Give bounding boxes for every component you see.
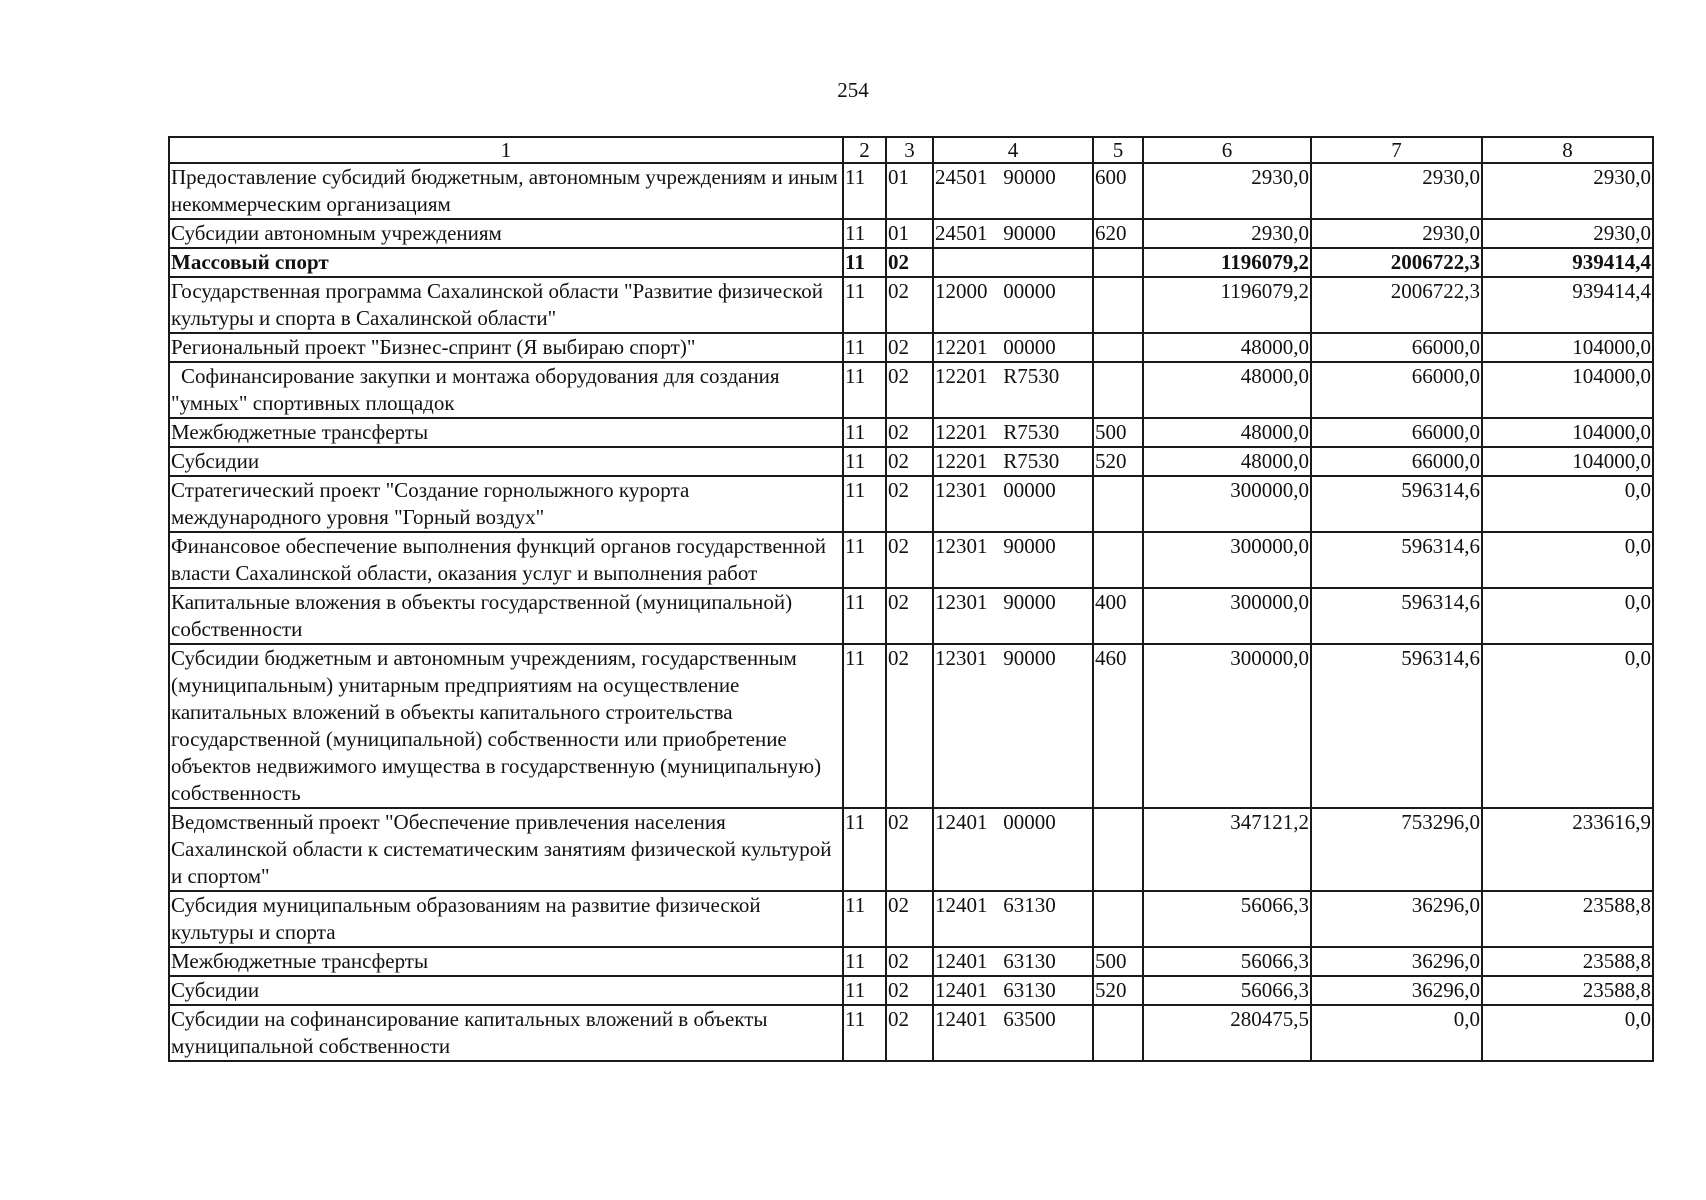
row-name: Финансовое обеспечение выполнения функций органов государственной власти Сахалинской области, оказания услуг и выполнения работ [169, 532, 843, 588]
row-amount-col-8: 2930,0 [1482, 163, 1653, 219]
row-subsection: 02 [886, 476, 933, 532]
table-row [169, 476, 1653, 532]
table-row [169, 333, 1653, 362]
row-target-article: 12301 90000 [933, 644, 1093, 808]
row-expense-type [1093, 248, 1143, 277]
row-expense-type [1093, 808, 1143, 891]
row-section: 11 [843, 163, 886, 219]
row-section: 11 [843, 644, 886, 808]
row-name: Субсидии [169, 447, 843, 476]
row-subsection: 02 [886, 588, 933, 644]
row-target-article: 12301 90000 [933, 588, 1093, 644]
row-section: 11 [843, 532, 886, 588]
row-amount-col-7: 0,0 [1311, 1005, 1482, 1061]
row-amount-col-6: 300000,0 [1143, 532, 1311, 588]
row-subsection: 02 [886, 947, 933, 976]
row-amount-col-6: 56066,3 [1143, 947, 1311, 976]
table-row [169, 976, 1653, 1005]
row-amount-col-8: 0,0 [1482, 476, 1653, 532]
row-name: Государственная программа Сахалинской области "Развитие физической культуры и спорта в Сахалинской области" [169, 277, 843, 333]
table-row [169, 418, 1653, 447]
row-expense-type: 520 [1093, 447, 1143, 476]
row-section: 11 [843, 891, 886, 947]
table-row [169, 248, 1653, 277]
row-name: Стратегический проект "Создание горнолыжного курорта международного уровня "Горный воздух" [169, 476, 843, 532]
row-expense-type: 600 [1093, 163, 1143, 219]
table-row [169, 277, 1653, 333]
row-amount-col-6: 48000,0 [1143, 447, 1311, 476]
row-amount-col-7: 596314,6 [1311, 476, 1482, 532]
row-target-article: 12000 00000 [933, 277, 1093, 333]
row-amount-col-8: 104000,0 [1482, 333, 1653, 362]
row-subsection: 02 [886, 808, 933, 891]
row-expense-type: 520 [1093, 976, 1143, 1005]
row-amount-col-8: 104000,0 [1482, 362, 1653, 418]
table-row [169, 532, 1653, 588]
header-col-6: 6 [1143, 137, 1311, 163]
row-expense-type: 620 [1093, 219, 1143, 248]
row-amount-col-7: 596314,6 [1311, 532, 1482, 588]
row-amount-col-7: 596314,6 [1311, 588, 1482, 644]
row-target-article [933, 248, 1093, 277]
row-amount-col-7: 66000,0 [1311, 418, 1482, 447]
row-amount-col-8: 104000,0 [1482, 447, 1653, 476]
row-amount-col-6: 56066,3 [1143, 891, 1311, 947]
row-amount-col-8: 939414,4 [1482, 248, 1653, 277]
row-subsection: 02 [886, 532, 933, 588]
row-section: 11 [843, 277, 886, 333]
row-amount-col-7: 753296,0 [1311, 808, 1482, 891]
row-subsection: 02 [886, 277, 933, 333]
row-amount-col-7: 2930,0 [1311, 219, 1482, 248]
table-row [169, 947, 1653, 976]
table-row [169, 644, 1653, 808]
row-amount-col-8: 23588,8 [1482, 976, 1653, 1005]
row-amount-col-6: 1196079,2 [1143, 248, 1311, 277]
row-amount-col-8: 23588,8 [1482, 891, 1653, 947]
row-amount-col-6: 347121,2 [1143, 808, 1311, 891]
table-row [169, 1005, 1653, 1061]
row-amount-col-7: 2006722,3 [1311, 277, 1482, 333]
row-subsection: 02 [886, 333, 933, 362]
row-subsection: 01 [886, 163, 933, 219]
row-amount-col-6: 48000,0 [1143, 418, 1311, 447]
row-amount-col-6: 56066,3 [1143, 976, 1311, 1005]
row-target-article: 12301 90000 [933, 532, 1093, 588]
header-col-7: 7 [1311, 137, 1482, 163]
row-section: 11 [843, 1005, 886, 1061]
row-amount-col-8: 2930,0 [1482, 219, 1653, 248]
table-row [169, 447, 1653, 476]
row-name: Субсидии бюджетным и автономным учреждениям, государственным (муниципальным) унитарным предприятиям на осуществление капитальных вложений в объекты капитального строительства государственной (муниципальной) собственности или приобретение объектов недвижимого имущества в государственную (муниципальную) собственность [169, 644, 843, 808]
row-target-article: 12401 63500 [933, 1005, 1093, 1061]
table-row [169, 588, 1653, 644]
row-subsection: 02 [886, 1005, 933, 1061]
row-expense-type: 500 [1093, 418, 1143, 447]
row-amount-col-6: 300000,0 [1143, 476, 1311, 532]
header-col-4: 4 [933, 137, 1093, 163]
row-name: Субсидии на софинансирование капитальных вложений в объекты муниципальной собственности [169, 1005, 843, 1061]
row-target-article: 24501 90000 [933, 219, 1093, 248]
row-name: Субсидия муниципальным образованиям на развитие физической культуры и спорта [169, 891, 843, 947]
row-name: Капитальные вложения в объекты государственной (муниципальной) собственности [169, 588, 843, 644]
table-row [169, 808, 1653, 891]
row-expense-type [1093, 532, 1143, 588]
row-amount-col-6: 1196079,2 [1143, 277, 1311, 333]
row-name: Массовый спорт [169, 248, 843, 277]
row-expense-type [1093, 277, 1143, 333]
row-amount-col-7: 596314,6 [1311, 644, 1482, 808]
row-section: 11 [843, 362, 886, 418]
row-section: 11 [843, 976, 886, 1005]
row-target-article: 12301 00000 [933, 476, 1093, 532]
row-name: Межбюджетные трансферты [169, 418, 843, 447]
row-expense-type [1093, 1005, 1143, 1061]
table-row [169, 891, 1653, 947]
row-amount-col-8: 23588,8 [1482, 947, 1653, 976]
row-amount-col-7: 66000,0 [1311, 362, 1482, 418]
row-amount-col-8: 939414,4 [1482, 277, 1653, 333]
header-col-5: 5 [1093, 137, 1143, 163]
row-expense-type [1093, 891, 1143, 947]
row-target-article: 12201 00000 [933, 333, 1093, 362]
row-section: 11 [843, 588, 886, 644]
header-col-3: 3 [886, 137, 933, 163]
row-expense-type [1093, 333, 1143, 362]
row-name: Субсидии автономным учреждениям [169, 219, 843, 248]
row-amount-col-6: 300000,0 [1143, 644, 1311, 808]
row-amount-col-8: 104000,0 [1482, 418, 1653, 447]
row-amount-col-6: 48000,0 [1143, 362, 1311, 418]
row-subsection: 01 [886, 219, 933, 248]
row-amount-col-8: 0,0 [1482, 1005, 1653, 1061]
row-target-article: 12401 63130 [933, 891, 1093, 947]
row-amount-col-8: 0,0 [1482, 532, 1653, 588]
row-section: 11 [843, 333, 886, 362]
row-section: 11 [843, 476, 886, 532]
row-amount-col-8: 233616,9 [1482, 808, 1653, 891]
row-target-article: 12201 R7530 [933, 362, 1093, 418]
row-amount-col-7: 36296,0 [1311, 891, 1482, 947]
table-row [169, 163, 1653, 219]
table-row [169, 362, 1653, 418]
header-col-1: 1 [169, 137, 843, 163]
row-name: Предоставление субсидий бюджетным, автономным учреждениям и иным некоммерческим организациям [169, 163, 843, 219]
row-subsection: 02 [886, 644, 933, 808]
row-subsection: 02 [886, 891, 933, 947]
row-amount-col-8: 0,0 [1482, 644, 1653, 808]
row-name: Ведомственный проект "Обеспечение привлечения населения Сахалинской области к систематическим занятиям физической культурой и спортом" [169, 808, 843, 891]
row-expense-type [1093, 362, 1143, 418]
row-name: Софинансирование закупки и монтажа оборудования для создания "умных" спортивных площадок [169, 362, 843, 418]
row-section: 11 [843, 808, 886, 891]
row-expense-type: 460 [1093, 644, 1143, 808]
row-section: 11 [843, 248, 886, 277]
row-amount-col-6: 2930,0 [1143, 163, 1311, 219]
row-section: 11 [843, 418, 886, 447]
row-subsection: 02 [886, 248, 933, 277]
row-target-article: 12401 63130 [933, 976, 1093, 1005]
row-expense-type [1093, 476, 1143, 532]
header-row [169, 137, 1653, 163]
row-section: 11 [843, 219, 886, 248]
row-amount-col-7: 66000,0 [1311, 333, 1482, 362]
row-amount-col-8: 0,0 [1482, 588, 1653, 644]
row-section: 11 [843, 947, 886, 976]
header-col-8: 8 [1482, 137, 1653, 163]
row-target-article: 24501 90000 [933, 163, 1093, 219]
header-col-2: 2 [843, 137, 886, 163]
row-section: 11 [843, 447, 886, 476]
row-subsection: 02 [886, 362, 933, 418]
table-row [169, 219, 1653, 248]
page-number: 254 [837, 78, 869, 102]
row-amount-col-7: 2930,0 [1311, 163, 1482, 219]
row-expense-type: 500 [1093, 947, 1143, 976]
row-target-article: 12401 00000 [933, 808, 1093, 891]
row-target-article: 12201 R7530 [933, 447, 1093, 476]
row-amount-col-7: 2006722,3 [1311, 248, 1482, 277]
row-amount-col-7: 66000,0 [1311, 447, 1482, 476]
row-amount-col-6: 280475,5 [1143, 1005, 1311, 1061]
row-amount-col-6: 300000,0 [1143, 588, 1311, 644]
row-amount-col-7: 36296,0 [1311, 976, 1482, 1005]
budget-table [168, 136, 1654, 1062]
row-subsection: 02 [886, 418, 933, 447]
row-subsection: 02 [886, 976, 933, 1005]
row-amount-col-7: 36296,0 [1311, 947, 1482, 976]
row-target-article: 12201 R7530 [933, 418, 1093, 447]
row-subsection: 02 [886, 447, 933, 476]
row-name: Региональный проект "Бизнес-спринт (Я выбираю спорт)" [169, 333, 843, 362]
row-amount-col-6: 48000,0 [1143, 333, 1311, 362]
row-target-article: 12401 63130 [933, 947, 1093, 976]
row-name: Межбюджетные трансферты [169, 947, 843, 976]
row-name: Субсидии [169, 976, 843, 1005]
row-amount-col-6: 2930,0 [1143, 219, 1311, 248]
row-expense-type: 400 [1093, 588, 1143, 644]
